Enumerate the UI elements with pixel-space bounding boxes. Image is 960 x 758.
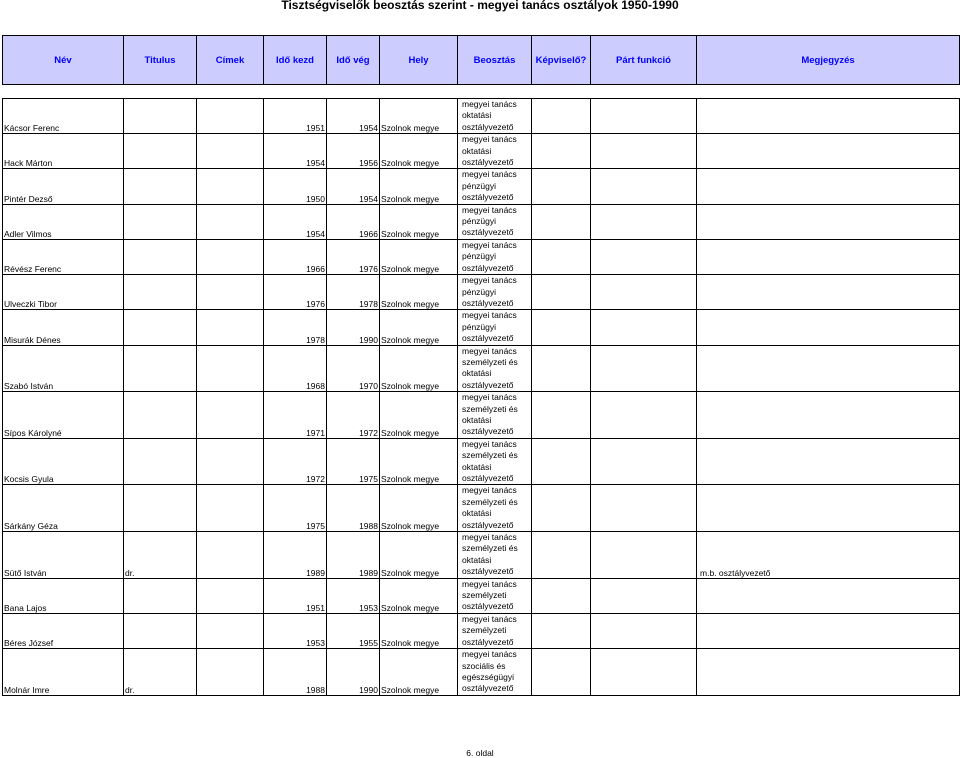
cell-position [458,532,532,579]
position-line: megyei tanács [462,239,517,250]
cell-place: Szolnok megye [380,239,458,274]
cell-end: 1990 [327,649,380,696]
cell-representative [532,239,591,274]
position-line: oktatási [462,461,492,472]
cell-position [458,485,532,532]
position-line: megyei tanács [462,99,517,109]
position-line: megyei tanács [462,613,517,624]
cell-party-function [591,345,697,392]
column-header-place: Hely [380,36,458,85]
position-line: személyzeti és [462,496,518,507]
cell-place: Szolnok megye [380,613,458,648]
cell-cimek [197,99,264,134]
position-line: osztályvezető [462,683,514,694]
cell-end: 1954 [327,99,380,134]
cell-note [697,578,960,613]
table-row [3,392,960,439]
position-line: osztályvezető [462,601,514,612]
column-header-end: Idő vég [327,36,380,85]
cell-cimek [197,532,264,579]
cell-cimek [197,613,264,648]
table-row [3,275,960,310]
cell-start: 1971 [264,392,327,439]
cell-note: m.b. osztályvezető [697,532,960,579]
page-number: 6. oldal [466,748,494,758]
cell-name: Ulveczki Tibor [3,275,124,310]
position-line: megyei tanács [462,310,517,321]
cell-name: Szabó István [3,345,124,392]
position-line: megyei tanács [462,438,517,449]
cell-representative [532,613,591,648]
position-line: személyzeti és [462,450,518,461]
position-line: személyzeti [462,625,507,636]
cell-note [697,613,960,648]
position-line: osztályvezető [462,192,514,203]
cell-note [697,239,960,274]
cell-place: Szolnok megye [380,204,458,239]
cell-end: 1978 [327,275,380,310]
cell-start: 1988 [264,649,327,696]
position-line: megyei tanács [462,204,517,215]
cell-party-function [591,392,697,439]
cell-name: Sütő István [3,532,124,579]
cell-party-function [591,532,697,579]
cell-note [697,169,960,204]
cell-place: Szolnok megye [380,345,458,392]
cell-name: Kocsis Gyula [3,438,124,485]
cell-end: 1953 [327,578,380,613]
cell-titulus [124,275,197,310]
column-header-party-function: Párt funkció [591,36,697,85]
cell-position [458,204,532,239]
cell-name: Sípos Károlyné [3,392,124,439]
position-line: osztályvezető [462,566,514,577]
table-row [3,134,960,169]
position-line: oktatási [462,145,492,156]
cell-name: Béres József [3,613,124,648]
cell-start: 1968 [264,345,327,392]
cell-name: Pintér Dezső [3,169,124,204]
cell-note [697,99,960,134]
header-spacer [3,85,960,99]
cell-name: Sárkány Géza [3,485,124,532]
cell-position [458,649,532,696]
cell-end: 1989 [327,532,380,579]
cell-cimek [197,239,264,274]
cell-note [697,275,960,310]
cell-titulus [124,392,197,439]
cell-cimek [197,438,264,485]
position-line: megyei tanács [462,649,517,660]
cell-note [697,134,960,169]
cell-note [697,649,960,696]
position-line: oktatási [462,368,492,379]
cell-place: Szolnok megye [380,578,458,613]
cell-start: 1976 [264,275,327,310]
cell-position [458,134,532,169]
cell-position [458,275,532,310]
cell-titulus [124,310,197,345]
cell-start: 1989 [264,532,327,579]
cell-place: Szolnok megye [380,438,458,485]
position-line: osztályvezető [462,157,514,168]
cell-titulus [124,578,197,613]
cell-party-function [591,310,697,345]
table-row [3,649,960,696]
column-header-titulus: Titulus [124,36,197,85]
cell-name: Bana Lajos [3,578,124,613]
table-row [3,204,960,239]
cell-position [458,345,532,392]
cell-start: 1972 [264,438,327,485]
cell-party-function [591,275,697,310]
cell-representative [532,532,591,579]
table-body [3,99,960,696]
cell-place: Szolnok megye [380,649,458,696]
position-line: osztályvezető [462,379,514,390]
cell-representative [532,275,591,310]
position-line: osztályvezető [462,121,514,132]
cell-end: 1976 [327,239,380,274]
position-line: pénzügyi [462,321,497,332]
cell-name: Hack Márton [3,134,124,169]
cell-name: Kácsor Ferenc [3,99,124,134]
cell-titulus [124,239,197,274]
cell-position [458,99,532,134]
cell-party-function [591,649,697,696]
cell-start: 1951 [264,99,327,134]
cell-start: 1951 [264,578,327,613]
page-title: Tisztségviselők beosztás szerint - megyei tanács osztályok 1950-1990 [281,0,679,12]
cell-place: Szolnok megye [380,485,458,532]
cell-place: Szolnok megye [380,532,458,579]
position-line: megyei tanács [462,392,517,403]
cell-titulus [124,485,197,532]
cell-start: 1954 [264,204,327,239]
cell-position [458,438,532,485]
cell-representative [532,134,591,169]
table-row [3,310,960,345]
position-line: pénzügyi [462,286,497,297]
cell-place: Szolnok megye [380,275,458,310]
cell-position [458,613,532,648]
cell-titulus [124,613,197,648]
cell-position [458,239,532,274]
column-header-start: Idő kezd [264,36,327,85]
position-line: megyei tanács [462,578,517,589]
position-line: osztályvezető [462,519,514,530]
cell-place: Szolnok megye [380,169,458,204]
position-line: osztályvezető [462,262,514,273]
cell-cimek [197,275,264,310]
cell-party-function [591,578,697,613]
cell-cimek [197,204,264,239]
position-line: személyzeti és [462,403,518,414]
cell-titulus: dr. [124,649,197,696]
position-line: megyei tanács [462,485,517,496]
position-line: megyei tanács [462,134,517,145]
cell-representative [532,649,591,696]
cell-representative [532,310,591,345]
cell-start: 1950 [264,169,327,204]
cell-end: 1975 [327,438,380,485]
cell-representative [532,485,591,532]
cell-start: 1978 [264,310,327,345]
table-row [3,345,960,392]
cell-titulus [124,438,197,485]
cell-representative [532,99,591,134]
cell-party-function [591,485,697,532]
cell-party-function [591,239,697,274]
position-line: oktatási [462,508,492,519]
position-line: oktatási [462,110,492,121]
position-line: személyzeti [462,590,507,601]
position-line: megyei tanács [462,169,517,180]
position-line: személyzeti és [462,356,518,367]
cell-representative [532,578,591,613]
position-line: oktatási [462,554,492,565]
cell-note [697,438,960,485]
column-header-name: Név [3,36,124,85]
cell-cimek [197,134,264,169]
table-row [3,169,960,204]
cell-cimek [197,485,264,532]
officials-table [2,35,960,696]
cell-cimek [197,392,264,439]
cell-note [697,392,960,439]
cell-note [697,310,960,345]
cell-end: 1955 [327,613,380,648]
cell-party-function [591,99,697,134]
cell-start: 1954 [264,134,327,169]
table-row [3,438,960,485]
column-header-representative: Képviselő? [532,36,591,85]
cell-end: 1972 [327,392,380,439]
cell-position [458,578,532,613]
cell-cimek [197,649,264,696]
column-header-note: Megjegyzés [697,36,960,85]
cell-party-function [591,169,697,204]
position-line: egészségügyi [462,671,514,682]
table-row [3,485,960,532]
cell-titulus [124,99,197,134]
cell-end: 1988 [327,485,380,532]
position-line: pénzügyi [462,180,497,191]
cell-note [697,485,960,532]
cell-end: 1990 [327,310,380,345]
cell-place: Szolnok megye [380,392,458,439]
cell-start: 1975 [264,485,327,532]
position-line: személyzeti és [462,543,518,554]
position-line: osztályvezető [462,426,514,437]
cell-titulus: dr. [124,532,197,579]
cell-name: Molnár Imre [3,649,124,696]
cell-name: Misurák Dénes [3,310,124,345]
position-line: pénzügyi [462,251,497,262]
cell-name: Adler Vilmos [3,204,124,239]
table-row [3,578,960,613]
cell-party-function [591,613,697,648]
cell-end: 1954 [327,169,380,204]
table-row [3,532,960,579]
cell-representative [532,392,591,439]
position-line: megyei tanács [462,275,517,286]
cell-end: 1970 [327,345,380,392]
position-line: pénzügyi [462,216,497,227]
position-line: osztályvezető [462,333,514,344]
position-line: osztályvezető [462,297,514,308]
cell-party-function [591,438,697,485]
cell-titulus [124,204,197,239]
cell-representative [532,169,591,204]
cell-cimek [197,169,264,204]
cell-end: 1956 [327,134,380,169]
cell-place: Szolnok megye [380,99,458,134]
cell-place: Szolnok megye [380,134,458,169]
table-row [3,239,960,274]
cell-position [458,310,532,345]
position-line: osztályvezető [462,227,514,238]
position-line: oktatási [462,414,492,425]
position-line: megyei tanács [462,345,517,356]
cell-cimek [197,578,264,613]
cell-titulus [124,134,197,169]
table-row [3,613,960,648]
cell-party-function [591,204,697,239]
cell-representative [532,345,591,392]
cell-representative [532,438,591,485]
cell-titulus [124,345,197,392]
cell-position [458,392,532,439]
cell-name: Révész Ferenc [3,239,124,274]
header-row [3,36,960,85]
position-line: osztályvezető [462,473,514,483]
cell-cimek [197,310,264,345]
cell-representative [532,204,591,239]
cell-note [697,204,960,239]
position-line: osztályvezető [462,636,514,647]
table-row [3,99,960,134]
column-header-position: Beosztás [458,36,532,85]
cell-cimek [197,345,264,392]
cell-party-function [591,134,697,169]
cell-position [458,169,532,204]
cell-end: 1966 [327,204,380,239]
position-line: szociális és [462,660,506,671]
cell-start: 1953 [264,613,327,648]
column-header-cimek: Címek [197,36,264,85]
cell-place: Szolnok megye [380,310,458,345]
cell-titulus [124,169,197,204]
cell-start: 1966 [264,239,327,274]
position-line: megyei tanács [462,532,517,543]
cell-note [697,345,960,392]
